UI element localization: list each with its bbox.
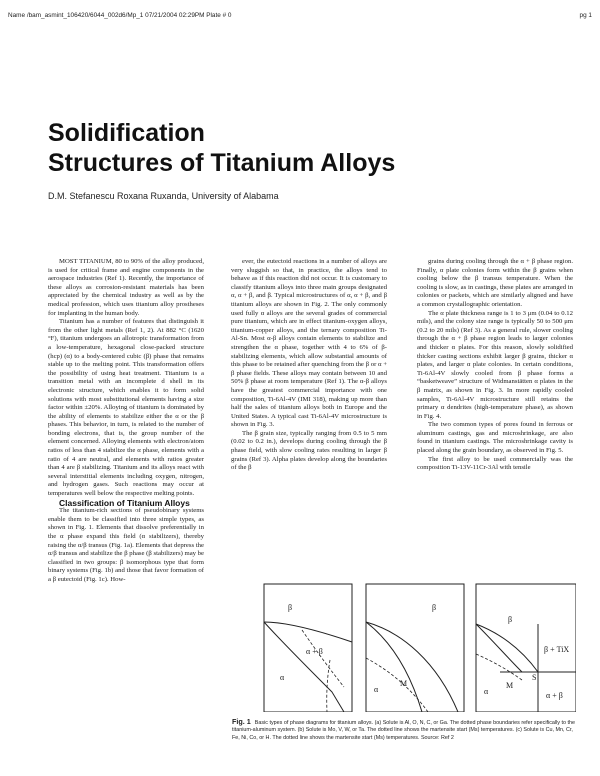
caption-text: Basic types of phase diagrams for titanium alloys. (a) Solute is Al, O, N, C, or Ga. The dotted phase boundaries refer specifically to the titanium-aluminum system. (b) Solute is Mo, V, W, or Ta. The dotted line shows the martensite start (Ms) temperatures. (c) Solute is Cu, Mn, Cr, Fe, Ni, Co, or H. The dotted line shows the martensite start (Ms) temperatures. Source: Ref 2 (232, 720, 575, 741)
label-s: S (532, 673, 537, 682)
label-beta-compound: β + TiX (544, 645, 570, 654)
label-alpha: α (484, 687, 489, 696)
figure-caption (232, 718, 576, 742)
transus-line (366, 622, 422, 712)
header-file-info: Name /bam_asmint_106420/6044_002d6/Mp_1 07/21/2004 02:29PM Plate # 0 (8, 12, 232, 19)
phase-diagram-a (264, 584, 352, 712)
article-title (48, 118, 508, 178)
text-column-3 (417, 258, 573, 473)
caption-label: Fig. 1 (232, 717, 251, 726)
dotted-boundary (302, 630, 344, 687)
text-column-2 (231, 258, 387, 473)
phase-diagrams-svg (232, 562, 576, 712)
ms-line (476, 654, 522, 680)
transus-line (476, 624, 538, 672)
title-line-1: Solidification (48, 119, 205, 147)
paragraph: The β grain size, typically ranging from 0.5 to 5 mm (0.02 to 0.2 in.), develops during cooling through the β phase field, with slow cooling rates resulting in larger β grains (Ref 3). Alpha plates develop along the boundaries of the β (231, 429, 387, 472)
label-beta: β (288, 603, 293, 612)
label-alpha-beta: α + β (306, 647, 323, 656)
paragraph: ever, the eutectoid reactions in a number of alloys are very sluggish so that, in practice, the alloys tend to behave as if this reaction did not occur. It is customary to classify titanium alloys into three main groups designated α, α + β, and β. Typical microstructures of α, α + β, and β titanium alloys are shown in Fig. 2. The only commonly used fully α alloys are the several grades of commercial pure titanium, which are in effect titanium-oxygen alloys, titanium-copper alloys, and the ternary composition Ti-Al-Sn. Most α-β alloys contain elements to stabilize and strengthen the α phase, together with 4 to 6% of β-stabilizing elements, which allow substantial amounts of this phase to be retained after quenching from the β or α + β phase fields. These alloys may contain between 10 and 50% β phase at room temperature (Ref 1). The α-β alloys have the greatest commercial importance with one composition, Ti-6Al-4V (IMI 318), making up more than half the sales of titanium alloys both in Europe and the United States. A typical cast Ti-6Al-4V microstructure is shown in Fig. 3. (231, 258, 387, 429)
label-ms: M (506, 681, 514, 690)
phase-diagram-b (366, 584, 464, 712)
section-heading: Classification of Titanium Alloys (59, 497, 190, 508)
label-alpha-beta: α + β (546, 691, 563, 700)
header-page-number: pg 1 (579, 12, 592, 19)
label-alpha: α (280, 673, 285, 682)
paragraph: The α plate thickness range is 1 to 3 μm (0.04 to 0.12 mils), and the colony size range is typically 50 to 500 μm (0.2 to 20 mils) (Ref 3). As a general rule, slower cooling through the α + β phase region leads to larger colonies and thicker α plates. For this reason, slowly solidified thicker casting sections exhibit larger β grains, thicker α plates, and larger α plate colonies. In certain conditions, Ti-6Al-4V slowly cooled from β phase forms a “basketweave” structure of Widmanstätten α plates in the β matrix, as shown in Fig. 3. In more rapidly cooled samples, Ti-6Al-4V microstructure still retains the primary α dendrites (high-temperature phase), as shown in Fig. 4. (417, 309, 573, 420)
phase-diagram-c (476, 584, 576, 712)
transus-line (366, 622, 458, 712)
label-alpha: α (374, 685, 379, 694)
label-beta: β (508, 615, 513, 624)
paragraph: Titanium has a number of features that distinguish it from the other light metals (Ref 1, 2). At 882 °C (1620 °F), titanium undergoes an allotropic transformation from a low-temperature, hexagonal close-packed structure (hcp) (α) to a body-centered cubic (β) phase that remains stable up to the melting point. This transformation offers the possibility of using heat treatment. Titanium is a transition metal with an incomplete d shell in its electronic structure, which enables it to form solid solutions with most substitutional elements having a size factor within ±20%. Alloying of titanium is dominated by the ability of elements to stabilize either the α or the β phases. This behavior, in turn, is related to the number of bonding electrons, that is, the group number of the element concerned. Alloying elements with electron/atom ratios of less than 4 stabilize the α phase, elements with a ratio of 4 are neutral, and elements with ratios greater than 4 are β stabilizing. Titanium and its alloys react with several interstitial elements including oxygen, nitrogen, and hydrogen gases. Such reactions may occur at temperatures well below the respective melting points. (48, 318, 204, 498)
byline: D.M. Stefanescu Roxana Ruxanda, University of Alabama (48, 191, 279, 201)
paragraph: MOST TITANIUM, 80 to 90% of the alloy produced, is used for critical frame and engine components in the aerospace industries (Ref 1). Recently, the importance of these alloys as corrosion-resistant materials has been appreciated by the chemical industry as well as by the medical profession, which uses titanium alloy prostheses for implanting in the human body. (48, 258, 204, 317)
title-line-2: Structures of Titanium Alloys (48, 149, 396, 177)
label-ms: M (400, 679, 408, 688)
label-beta: β (432, 603, 437, 612)
text-column-1 (48, 258, 204, 585)
paragraph: The titanium-rich sections of pseudobinary systems enable them to be classified into three simple types, as shown in Fig. 1. Elements that dissolve preferentially in the α phase expand this field (α stabilizers), thereby raising the α/β transus (Fig. 1a). Elements that depress the α/β transus and stabilize the β phase (β stabilizers) may be classified in two groups: β isomorphous type that form binary systems (Fig. 1b) and those that favor formation of a β eutectoid (Fig. 1c). How- (48, 507, 204, 583)
paragraph: The two common types of pores found in ferrous or aluminum castings, gas and microshrinkage, are also found in titanium castings. The microshrinkage cavity is placed along the grain boundary, as observed in Fig. 5. (417, 421, 573, 455)
figure-1 (232, 562, 576, 712)
paragraph: grains during cooling through the α + β phase region. Finally, α plate colonies form within the β grains when cooling below the β transus temperature. When the cooling is slow, as in castings, these plates are arranged in colonies or packets, which are similarly aligned and have a common crystallographic orientation. (417, 258, 573, 308)
transus-line (476, 624, 522, 672)
paragraph: The first alloy to be used commercially was the composition Ti-13V-11Cr-3Al with tensile (417, 455, 573, 472)
page-header (8, 12, 592, 26)
